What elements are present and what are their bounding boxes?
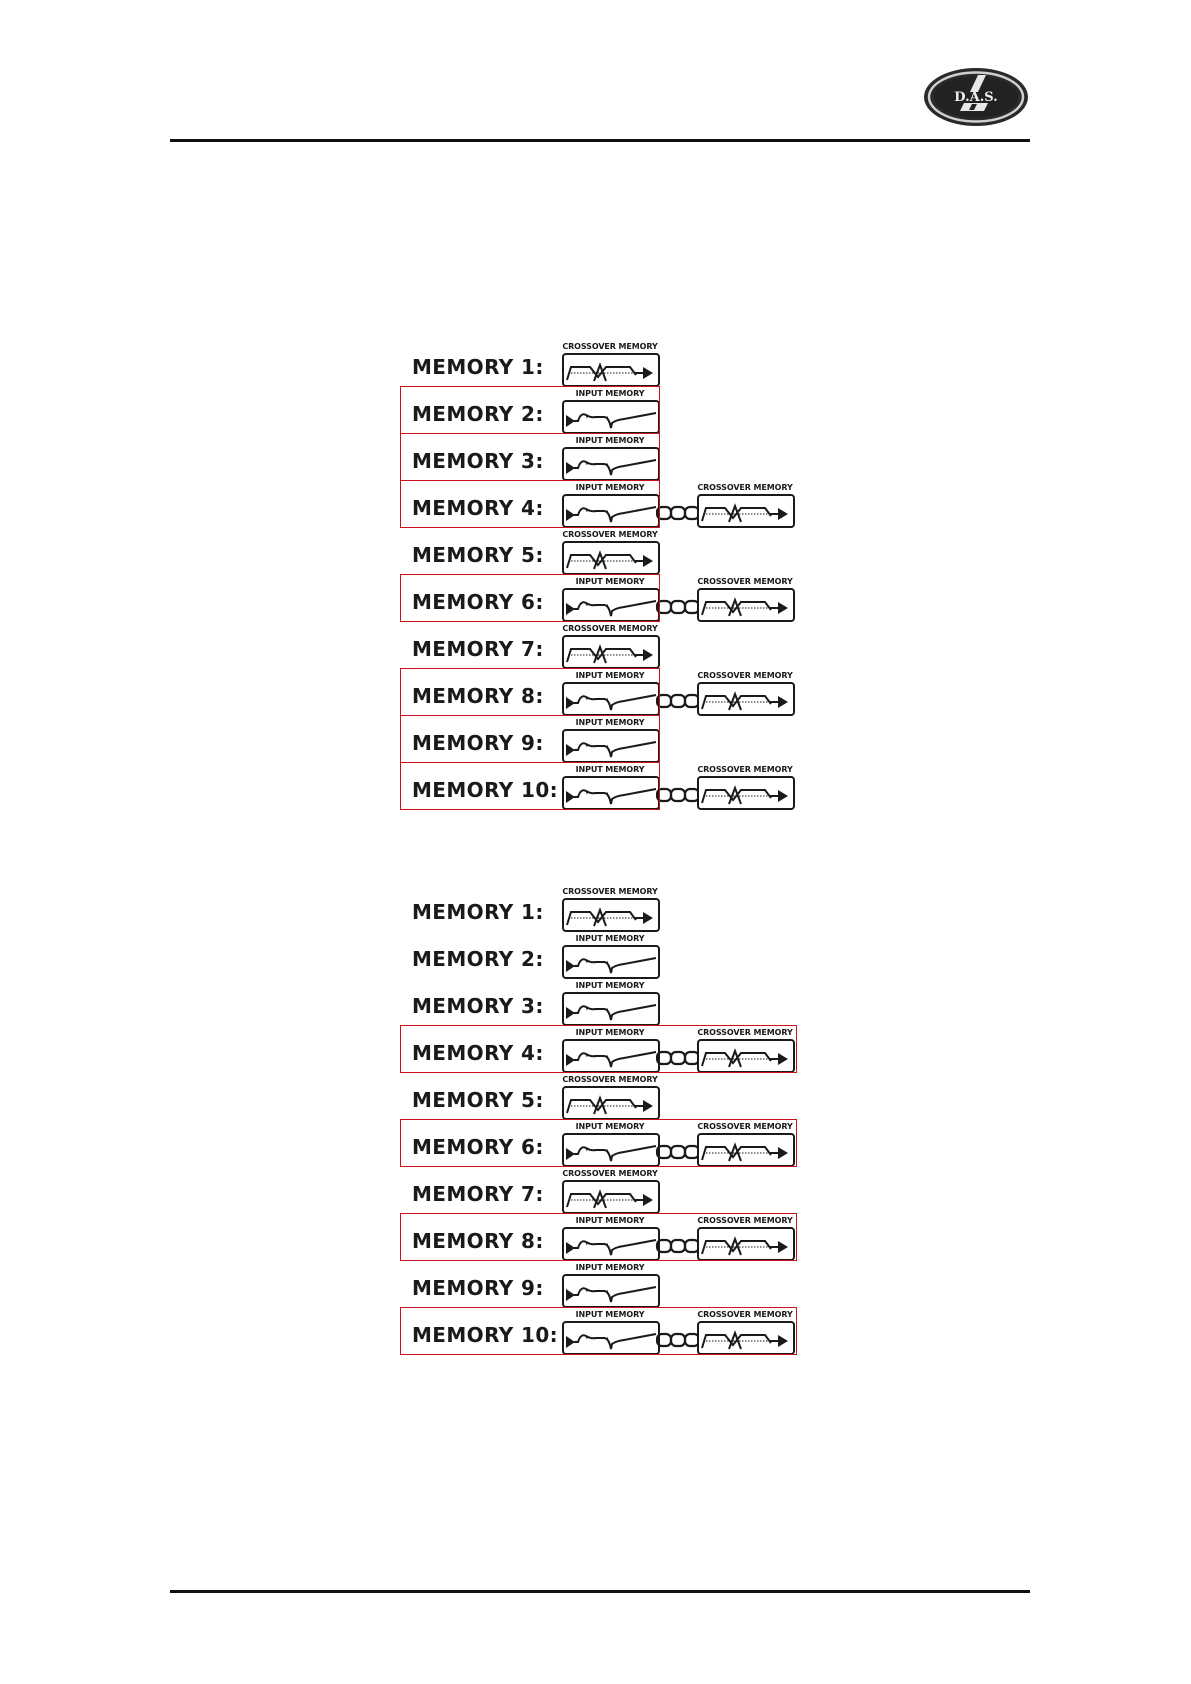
input-memory-block-caption: INPUT MEMORY <box>575 577 645 586</box>
crossover-memory-block <box>697 1121 793 1168</box>
memory-row <box>400 764 820 811</box>
memory-label: MEMORY 8: <box>412 1229 544 1253</box>
memory-label: MEMORY 10: <box>412 1323 559 1347</box>
crossover-memory-block-box <box>562 1180 660 1214</box>
input-memory-curve <box>564 731 658 761</box>
memory-row <box>400 1262 820 1309</box>
crossover-memory-block <box>697 670 793 717</box>
memory-row <box>400 576 820 623</box>
crossover-memory-block-box <box>697 776 795 810</box>
memory-label: MEMORY 5: <box>412 543 544 567</box>
input-memory-block <box>562 980 658 1027</box>
memory-label: MEMORY 9: <box>412 1276 544 1300</box>
crossover-memory-block <box>697 1215 793 1262</box>
input-memory-block-box <box>562 1133 660 1167</box>
input-memory-block <box>562 482 658 529</box>
input-memory-block <box>562 1215 658 1262</box>
input-memory-block-caption: INPUT MEMORY <box>575 389 645 398</box>
crossover-memory-block-caption: CROSSOVER MEMORY <box>697 765 793 774</box>
link-chain-icon <box>656 505 701 521</box>
crossover-memory-block-caption: CROSSOVER MEMORY <box>697 577 793 586</box>
input-memory-block-caption: INPUT MEMORY <box>575 1122 645 1131</box>
crossover-memory-block <box>697 1027 793 1074</box>
input-memory-block-box <box>562 682 660 716</box>
crossover-memory-block <box>562 529 658 576</box>
input-memory-block <box>562 576 658 623</box>
input-memory-block-box <box>562 1321 660 1355</box>
memory-label: MEMORY 4: <box>412 1041 544 1065</box>
input-memory-curve <box>564 1276 658 1306</box>
input-memory-curve <box>564 590 658 620</box>
crossover-memory-block-box <box>697 588 795 622</box>
crossover-memory-block-box <box>562 1086 660 1120</box>
input-memory-curve <box>564 947 658 977</box>
input-memory-block <box>562 670 658 717</box>
crossover-memory-block-caption: CROSSOVER MEMORY <box>562 342 658 351</box>
crossover-memory-curve <box>699 1323 793 1353</box>
memory-row <box>400 435 820 482</box>
crossover-memory-block <box>562 623 658 670</box>
input-memory-block-caption: INPUT MEMORY <box>575 1310 645 1319</box>
crossover-memory-curve <box>564 355 658 385</box>
input-memory-block <box>562 764 658 811</box>
link-chain <box>656 1332 701 1348</box>
link-chain <box>656 1144 701 1160</box>
crossover-memory-block <box>697 1309 793 1356</box>
input-memory-block-caption: INPUT MEMORY <box>575 436 645 445</box>
memory-label: MEMORY 3: <box>412 449 544 473</box>
link-chain-icon <box>656 1144 701 1160</box>
logo-text: D.A.S. <box>954 90 998 105</box>
memory-label: MEMORY 6: <box>412 1135 544 1159</box>
link-chain <box>656 1050 701 1066</box>
crossover-memory-block-caption: CROSSOVER MEMORY <box>697 1122 793 1131</box>
input-memory-block-caption: INPUT MEMORY <box>575 718 645 727</box>
memory-row <box>400 670 820 717</box>
input-memory-curve <box>564 778 658 808</box>
link-chain <box>656 693 701 709</box>
crossover-memory-block-caption: CROSSOVER MEMORY <box>562 1169 658 1178</box>
crossover-memory-block-box <box>697 682 795 716</box>
memory-label: MEMORY 9: <box>412 731 544 755</box>
crossover-memory-block-box <box>697 1321 795 1355</box>
memory-row <box>400 717 820 764</box>
input-memory-block-box <box>562 1039 660 1073</box>
input-memory-block-caption: INPUT MEMORY <box>575 1028 645 1037</box>
memory-label: MEMORY 7: <box>412 1182 544 1206</box>
crossover-memory-block-box <box>562 353 660 387</box>
memory-label: MEMORY 1: <box>412 900 544 924</box>
memory-row <box>400 1027 820 1074</box>
crossover-memory-block <box>562 341 658 388</box>
link-chain-icon <box>656 787 701 803</box>
input-memory-curve <box>564 496 658 526</box>
link-chain <box>656 787 701 803</box>
crossover-memory-block-box <box>562 635 660 669</box>
memory-row <box>400 1168 820 1215</box>
memory-label: MEMORY 8: <box>412 684 544 708</box>
input-memory-block <box>562 435 658 482</box>
memory-row <box>400 1121 820 1168</box>
crossover-memory-curve <box>699 590 793 620</box>
input-memory-block-box <box>562 588 660 622</box>
memory-row <box>400 933 820 980</box>
memory-label: MEMORY 1: <box>412 355 544 379</box>
crossover-memory-block-box <box>697 1039 795 1073</box>
crossover-memory-block <box>562 886 658 933</box>
link-chain <box>656 505 701 521</box>
input-memory-block-caption: INPUT MEMORY <box>575 1263 645 1272</box>
input-memory-block-caption: INPUT MEMORY <box>575 934 645 943</box>
memory-label: MEMORY 5: <box>412 1088 544 1112</box>
crossover-memory-block <box>697 576 793 623</box>
link-chain-icon <box>656 599 701 615</box>
input-memory-curve <box>564 449 658 479</box>
crossover-memory-block-box <box>562 541 660 575</box>
crossover-memory-block-box <box>697 494 795 528</box>
memory-label: MEMORY 7: <box>412 637 544 661</box>
input-memory-block <box>562 1027 658 1074</box>
crossover-memory-block-box <box>697 1133 795 1167</box>
crossover-memory-curve <box>699 684 793 714</box>
input-memory-block-box <box>562 776 660 810</box>
input-memory-curve <box>564 1229 658 1259</box>
crossover-memory-curve <box>564 637 658 667</box>
crossover-memory-curve <box>699 1229 793 1259</box>
input-memory-block-box <box>562 945 660 979</box>
crossover-memory-block-box <box>697 1227 795 1261</box>
link-chain-icon <box>656 1050 701 1066</box>
input-memory-curve <box>564 684 658 714</box>
crossover-memory-block <box>697 482 793 529</box>
crossover-memory-block-box <box>562 898 660 932</box>
memory-label: MEMORY 4: <box>412 496 544 520</box>
crossover-memory-curve <box>564 900 658 930</box>
memory-row <box>400 388 820 435</box>
memory-label: MEMORY 3: <box>412 994 544 1018</box>
memory-label: MEMORY 2: <box>412 402 544 426</box>
input-memory-block-box <box>562 447 660 481</box>
crossover-memory-block <box>697 764 793 811</box>
memory-row <box>400 1215 820 1262</box>
crossover-memory-block <box>562 1168 658 1215</box>
crossover-memory-curve <box>699 1041 793 1071</box>
memory-label: MEMORY 6: <box>412 590 544 614</box>
input-memory-block <box>562 933 658 980</box>
link-chain <box>656 599 701 615</box>
crossover-memory-block-caption: CROSSOVER MEMORY <box>562 624 658 633</box>
crossover-memory-block-caption: CROSSOVER MEMORY <box>697 483 793 492</box>
crossover-memory-block-caption: CROSSOVER MEMORY <box>697 1216 793 1225</box>
input-memory-block-caption: INPUT MEMORY <box>575 765 645 774</box>
memory-label: MEMORY 10: <box>412 778 559 802</box>
crossover-memory-block-caption: CROSSOVER MEMORY <box>562 530 658 539</box>
input-memory-block-box <box>562 1227 660 1261</box>
input-memory-curve <box>564 1041 658 1071</box>
crossover-memory-block-caption: CROSSOVER MEMORY <box>562 887 658 896</box>
input-memory-block-box <box>562 992 660 1026</box>
input-memory-block-caption: INPUT MEMORY <box>575 981 645 990</box>
input-memory-curve <box>564 402 658 432</box>
header-rule <box>170 139 1030 142</box>
crossover-memory-block-caption: CROSSOVER MEMORY <box>697 671 793 680</box>
diagram-input-memories-highlighted <box>400 341 820 816</box>
crossover-memory-curve <box>699 1135 793 1165</box>
input-memory-block <box>562 1121 658 1168</box>
input-memory-block <box>562 1262 658 1309</box>
memory-row <box>400 482 820 529</box>
input-memory-block-caption: INPUT MEMORY <box>575 671 645 680</box>
input-memory-block <box>562 1309 658 1356</box>
crossover-memory-curve <box>699 778 793 808</box>
crossover-memory-block-caption: CROSSOVER MEMORY <box>697 1310 793 1319</box>
crossover-memory-curve <box>699 496 793 526</box>
memory-row <box>400 341 820 388</box>
link-chain-icon <box>656 693 701 709</box>
input-memory-block-caption: INPUT MEMORY <box>575 483 645 492</box>
link-chain-icon <box>656 1332 701 1348</box>
input-memory-block <box>562 388 658 435</box>
das-logo <box>922 66 1030 128</box>
crossover-memory-block-caption: CROSSOVER MEMORY <box>697 1028 793 1037</box>
link-chain-icon <box>656 1238 701 1254</box>
input-memory-block-box <box>562 1274 660 1308</box>
input-memory-curve <box>564 994 658 1024</box>
input-memory-curve <box>564 1135 658 1165</box>
input-memory-curve <box>564 1323 658 1353</box>
memory-row <box>400 623 820 670</box>
memory-row <box>400 1074 820 1121</box>
input-memory-block-box <box>562 729 660 763</box>
crossover-memory-block-caption: CROSSOVER MEMORY <box>562 1075 658 1084</box>
input-memory-block-box <box>562 400 660 434</box>
crossover-memory-curve <box>564 1088 658 1118</box>
memory-row <box>400 886 820 933</box>
memory-row <box>400 1309 820 1356</box>
input-memory-block-box <box>562 494 660 528</box>
diagram-linked-memories-highlighted <box>400 886 820 1361</box>
memory-row <box>400 529 820 576</box>
crossover-memory-curve <box>564 543 658 573</box>
input-memory-block <box>562 717 658 764</box>
memory-label: MEMORY 2: <box>412 947 544 971</box>
crossover-memory-block <box>562 1074 658 1121</box>
input-memory-block-caption: INPUT MEMORY <box>575 1216 645 1225</box>
memory-row <box>400 980 820 1027</box>
link-chain <box>656 1238 701 1254</box>
footer-rule <box>170 1590 1030 1593</box>
crossover-memory-curve <box>564 1182 658 1212</box>
